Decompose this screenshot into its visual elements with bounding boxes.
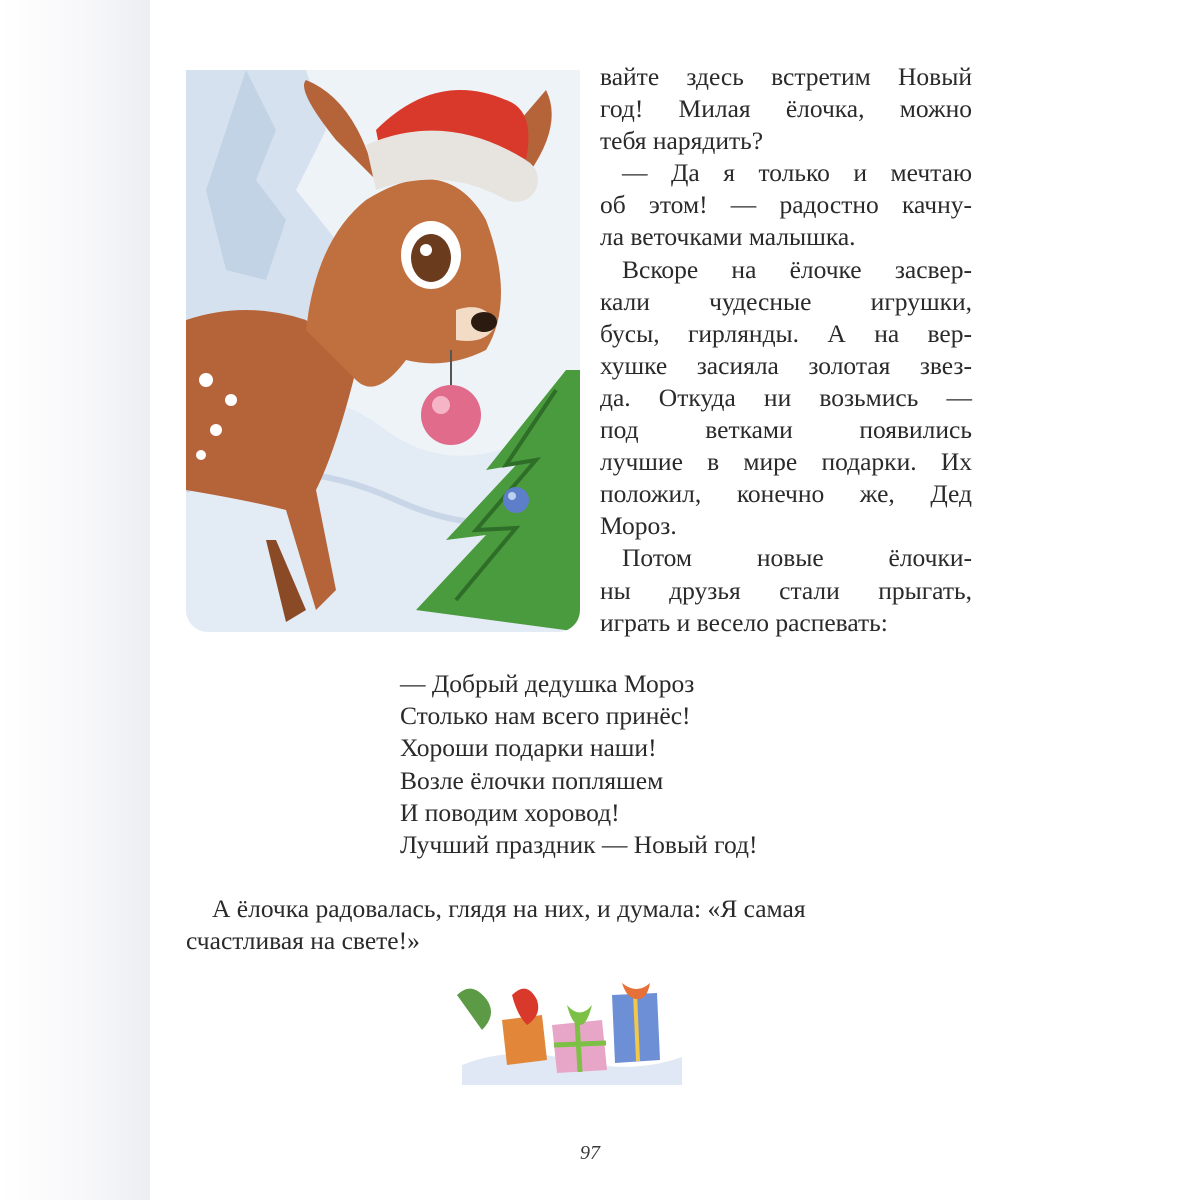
text-line: Потом новые ёлочки-	[622, 543, 972, 573]
poem-line: Хороши подарки наши!	[400, 733, 657, 763]
text-line: бусы, гирлянды. А на вер-	[600, 318, 972, 348]
text-line: счастливая на свете!»	[186, 926, 420, 956]
text-line: ла веточками малышка.	[600, 222, 856, 252]
paragraph-4	[600, 542, 972, 638]
text-line: год! Милая ёлочка, можно	[600, 94, 972, 124]
right-column-text	[600, 61, 972, 639]
text-line: тебя нарядить?	[600, 126, 764, 156]
fawn-illustration	[186, 70, 580, 632]
page-edge-shadow	[0, 0, 150, 1200]
text-line: А ёлочка радовалась, глядя на них, и думала: «Я самая	[212, 894, 806, 923]
paragraph-1	[600, 61, 972, 157]
text-line: положил, конечно же, Дед	[600, 479, 972, 509]
text-line: — Да я только и мечтаю	[622, 158, 972, 188]
text-line: хушке засияла золотая звез-	[600, 350, 972, 380]
poem-line: — Добрый дедушка Мороз	[400, 669, 695, 698]
page-number: 97	[580, 1142, 600, 1164]
text-line: играть и весело распевать:	[600, 607, 888, 637]
poem-line: Столько нам всего принёс!	[400, 701, 691, 731]
final-paragraph	[186, 893, 976, 957]
text-line: кали чудесные игрушки,	[600, 286, 972, 316]
paragraph-2	[600, 157, 972, 253]
gifts-vignette	[452, 975, 692, 1085]
text-line: лучшие в мире подарки. Их	[600, 447, 972, 477]
poem-line: И поводим хоровод!	[400, 797, 620, 827]
poem-line: Лучший праздник — Новый год!	[400, 830, 758, 860]
text-line: ны друзья стали прыгать,	[600, 575, 972, 605]
text-line: под ветками появились	[600, 415, 972, 445]
poem-line: Возле ёлочки попляшем	[400, 765, 664, 795]
text-line: вайте здесь встретим Новый	[600, 62, 972, 91]
text-line: да. Откуда ни возьмись —	[600, 382, 972, 412]
text-line: об этом! — радостно качну-	[600, 190, 972, 220]
text-line: Вскоре на ёлочке засвер-	[622, 254, 972, 284]
paragraph-3	[600, 254, 972, 543]
poem	[400, 668, 757, 861]
text-line: Мороз.	[600, 511, 677, 541]
